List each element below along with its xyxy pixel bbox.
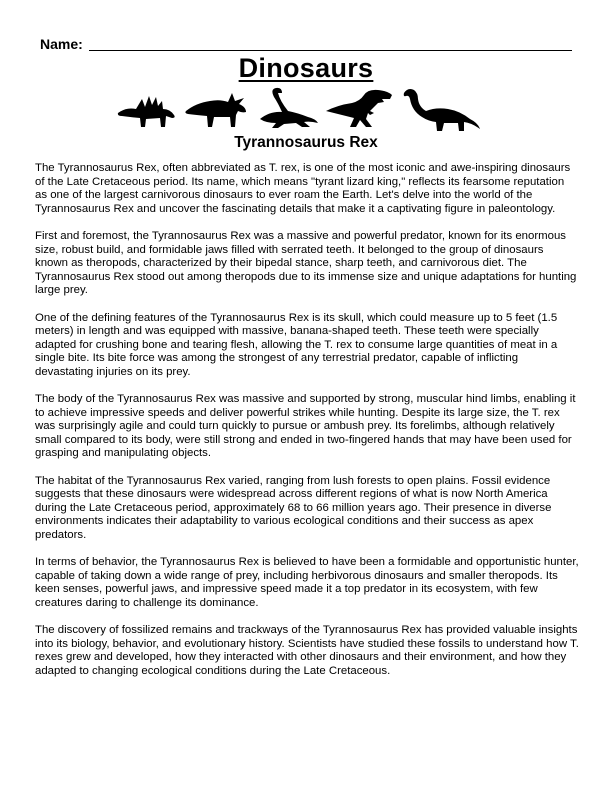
- dinosaur-illustrations: [116, 85, 496, 133]
- tyrannosaurus-icon: [324, 85, 396, 129]
- paragraph-2: First and foremost, the Tyrannosaurus Rex was a massive and powerful predator, known for its enormous size, robust build, and formidable jaws filled with serrated teeth. It belonged to the group of dinosaurs known as theropods, characterized by their bipedal stance, sharp teeth, and carnivorous diet. The Tyrannosaurus Rex stood out among theropods due to its immense size and unique adaptations for hunting large prey.: [35, 230, 577, 296]
- brachiosaurus-icon: [402, 85, 482, 133]
- article-body: [35, 162, 579, 692]
- plesiosaur-icon: [256, 85, 320, 129]
- paragraph-3: One of the defining features of the Tyrannosaurus Rex is its skull, which could measure up to 5 feet (1.5 meters) in length and was equipped with massive, banana-shaped teeth. These teeth were specially adapted for crushing bone and tearing flesh, allowing the T. rex to consume large quantities of meat in a single bite. Its bite force was among the strongest of any terrestrial predator, capable of inflicting devastating injuries on its prey.: [35, 311, 558, 378]
- triceratops-icon: [184, 85, 248, 129]
- name-row: [40, 36, 572, 54]
- paragraph-5: The habitat of the Tyrannosaurus Rex varied, ranging from lush forests to open plains. Fossil evidence suggests that these dinosaurs were widespread across different regions of what is now North America during the Late Cretaceous period, approximately 68 to 66 million years ago. Their presence in diverse environments indicates their adaptability to various ecological conditions and their success as apex predators.: [35, 474, 552, 541]
- stegosaurus-icon: [116, 85, 178, 129]
- name-label: Name:: [40, 36, 83, 52]
- section-subtitle: Tyrannosaurus Rex: [234, 134, 378, 151]
- paragraph-4: The body of the Tyrannosaurus Rex was massive and supported by strong, muscular hind limbs, enabling it to achieve impressive speeds and deliver powerful strikes while hunting. Despite its large size, the T. rex was surprisingly agile and could turn quickly to pursue or ambush prey. Its forelimbs, although relatively small compared to its body, were still strong and ended in two-fingered hands that may have been used for grasping and manipulating objects.: [35, 393, 576, 459]
- paragraph-1: The Tyrannosaurus Rex, often abbreviated as T. rex, is one of the most iconic and awe-inspiring dinosaurs of the Late Cretaceous period. Its name, which means "tyrant lizard king," reflects its fearsome reputation as one of the largest carnivorous dinosaurs to ever roam the Earth. Let's delve into the world of the Tyrannosaurus Rex and uncover the fascinating details that make it a captivating figure in paleontology.: [35, 162, 571, 215]
- paragraph-7: The discovery of fossilized remains and trackways of the Tyrannosaurus Rex has provided valuable insights into its biology, behavior, and evolutionary history. Scientists have studied these fossils to understand how T. rexes grew and developed, how they interacted with other dinosaurs and their environment, and how they adapted to changing ecological conditions during the Late Cretaceous.: [35, 624, 579, 677]
- page-title: Dinosaurs: [238, 53, 374, 83]
- name-input-line[interactable]: [89, 50, 572, 51]
- paragraph-6: In terms of behavior, the Tyrannosaurus Rex is believed to have been a formidable and opportunistic hunter, capable of taking down a wide range of prey, including herbivorous dinosaurs and smaller theropods. Its keen senses, powerful jaws, and impressive speed made it a top predator in its ecosystem, with few creatures daring to challenge its dominance.: [35, 556, 579, 609]
